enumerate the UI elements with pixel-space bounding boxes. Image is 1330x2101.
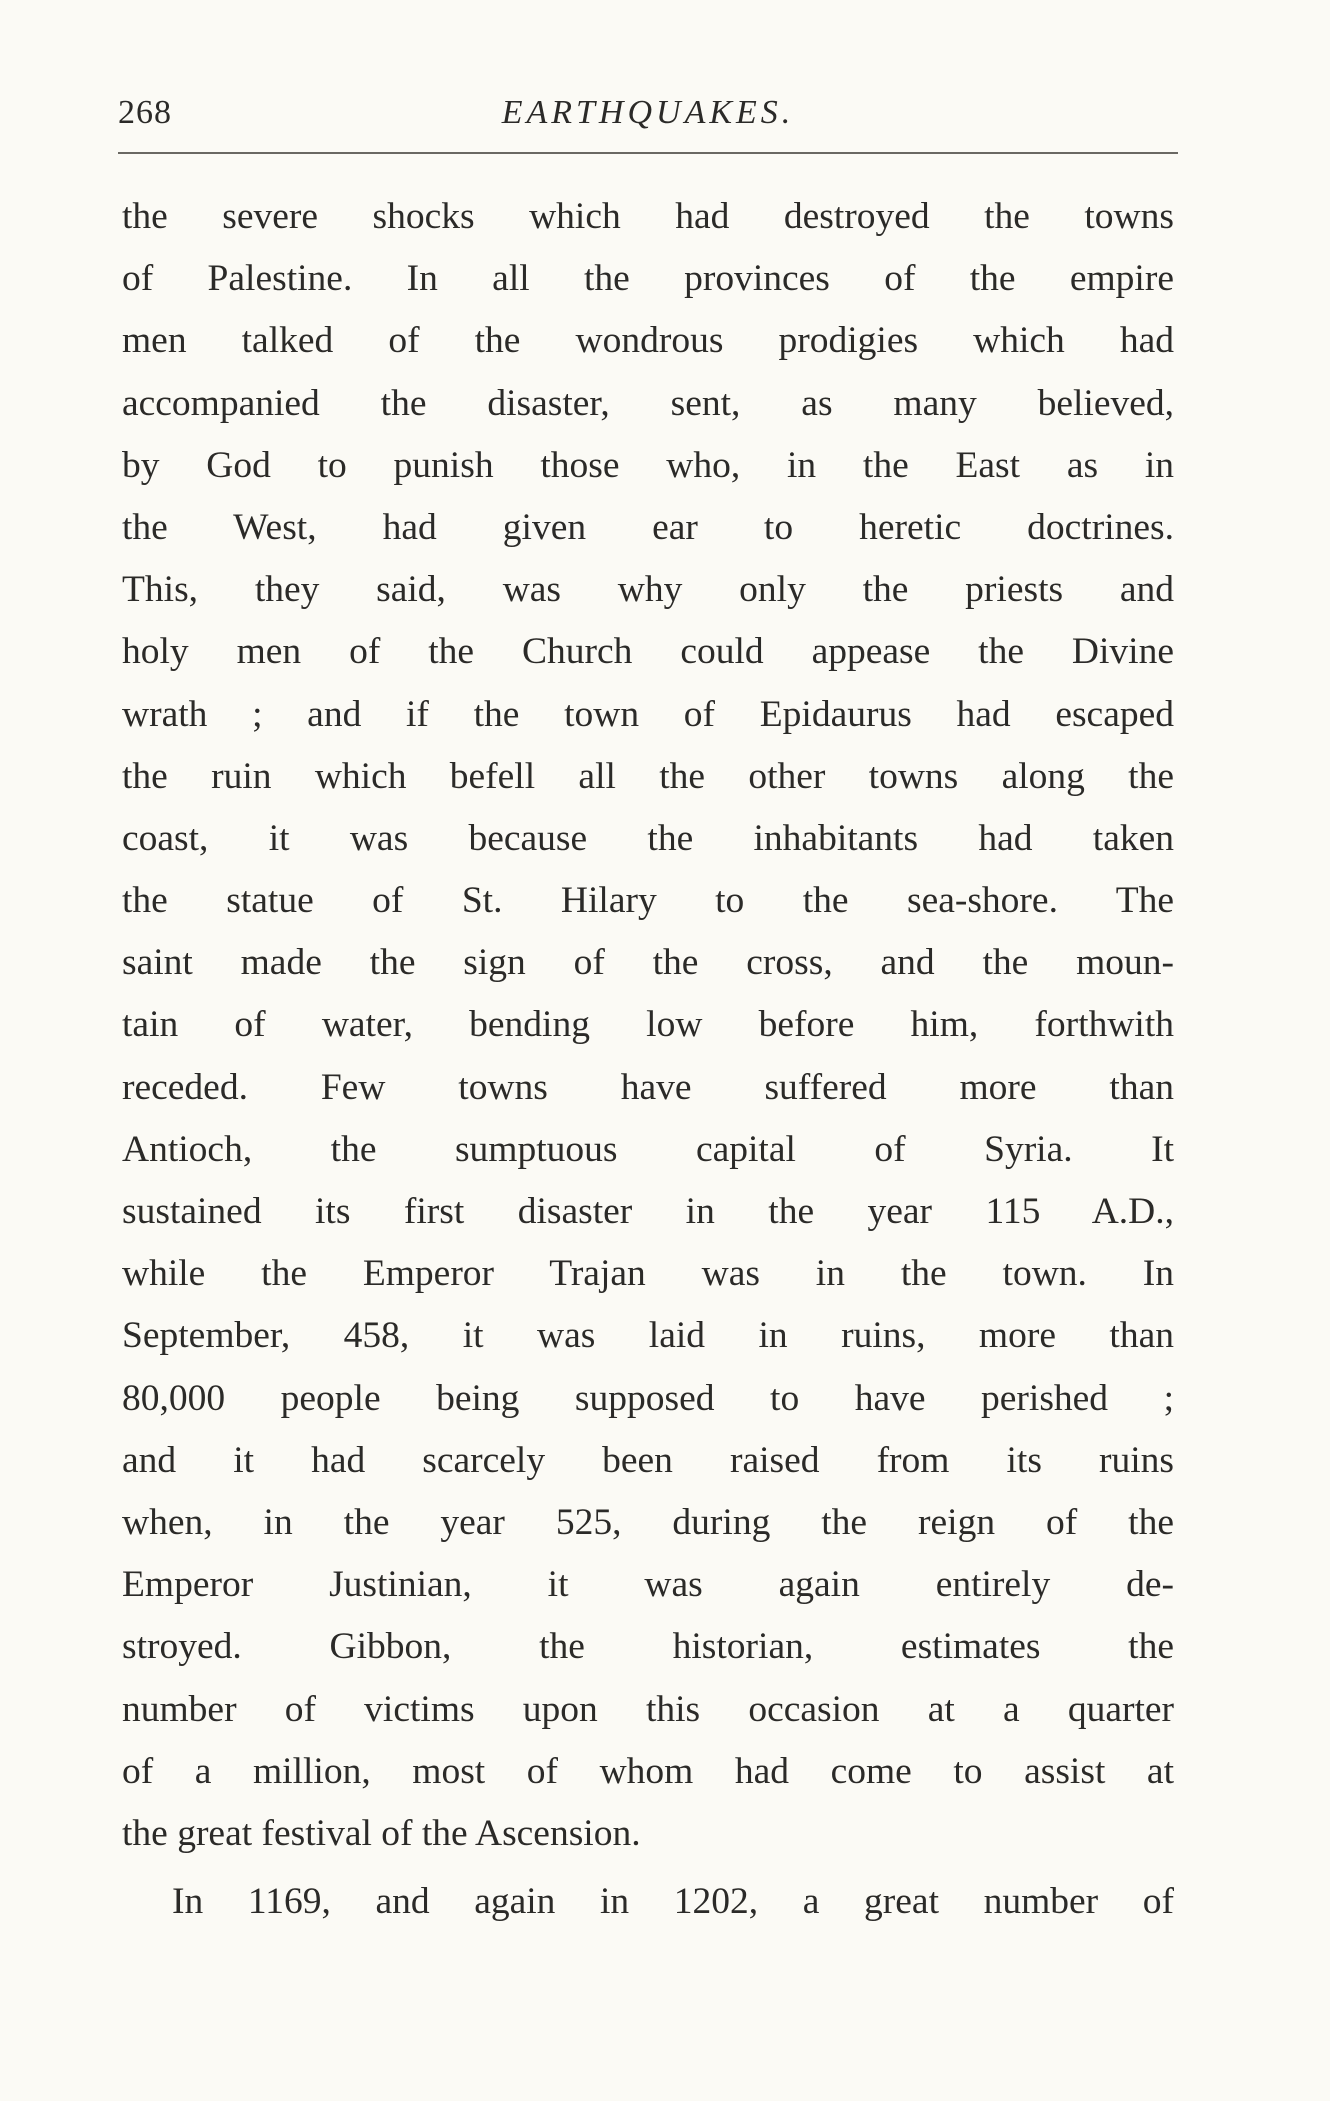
- text-line: holy men of the Church could appease the Divine: [122, 631, 1174, 673]
- text-line: and it had scarcely been raised from its ruins: [122, 1439, 1174, 1481]
- text-line: September, 458, it was laid in ruins, more than: [122, 1315, 1174, 1357]
- text-line: men talked of the wondrous prodigies which had: [122, 320, 1174, 362]
- text-line: Antioch, the sumptuous capital of Syria. It: [122, 1128, 1174, 1170]
- text-line: the ruin which befell all the other towns along the: [122, 755, 1174, 797]
- text-line: the statue of St. Hilary to the sea-shore. The: [122, 880, 1174, 922]
- text-line: sustained its first disaster in the year 115 A.D.,: [122, 1191, 1174, 1232]
- text-line: stroyed. Gibbon, the historian, estimates the: [122, 1626, 1174, 1668]
- text-line: while the Emperor Trajan was in the town. In: [122, 1253, 1174, 1295]
- text-line: when, in the year 525, during the reign of the: [122, 1501, 1174, 1543]
- text-line: coast, it was because the inhabitants had taken: [122, 817, 1174, 859]
- text-line: saint made the sign of the cross, and the moun-: [122, 942, 1174, 984]
- text-line: tain of water, bending low before him, forthwith: [122, 1004, 1174, 1046]
- paragraph-last-line: the great festival of the Ascension.: [122, 1812, 641, 1854]
- text-line: 80,000 people being supposed to have perished ;: [122, 1377, 1174, 1419]
- text-line: the West, had given ear to heretic doctrines.: [122, 506, 1174, 548]
- page-header: [118, 88, 1178, 138]
- text-line: number of victims upon this occasion at a quarter: [122, 1688, 1174, 1730]
- text-line: of Palestine. In all the provinces of the empire: [122, 258, 1174, 300]
- text-line: This, they said, was why only the priests and: [122, 569, 1174, 611]
- text-line: of a million, most of whom had come to assist at: [122, 1750, 1174, 1792]
- page-number: 268: [118, 94, 172, 131]
- paragraph-first-line: In 1169, and again in 1202, a great number of: [172, 1881, 1174, 1923]
- text-line: wrath ; and if the town of Epidaurus had escaped: [122, 693, 1174, 735]
- body-text: [122, 186, 1174, 1933]
- text-line: receded. Few towns have suffered more than: [122, 1066, 1174, 1108]
- text-line: Emperor Justinian, it was again entirely de-: [122, 1564, 1174, 1606]
- text-line: accompanied the disaster, sent, as many believed,: [122, 382, 1174, 424]
- running-title: EARTHQUAKES.: [501, 94, 795, 131]
- header-rule: [118, 152, 1178, 154]
- text-line: by God to punish those who, in the East as in: [122, 444, 1174, 486]
- text-line: the severe shocks which had destroyed the towns: [122, 196, 1174, 237]
